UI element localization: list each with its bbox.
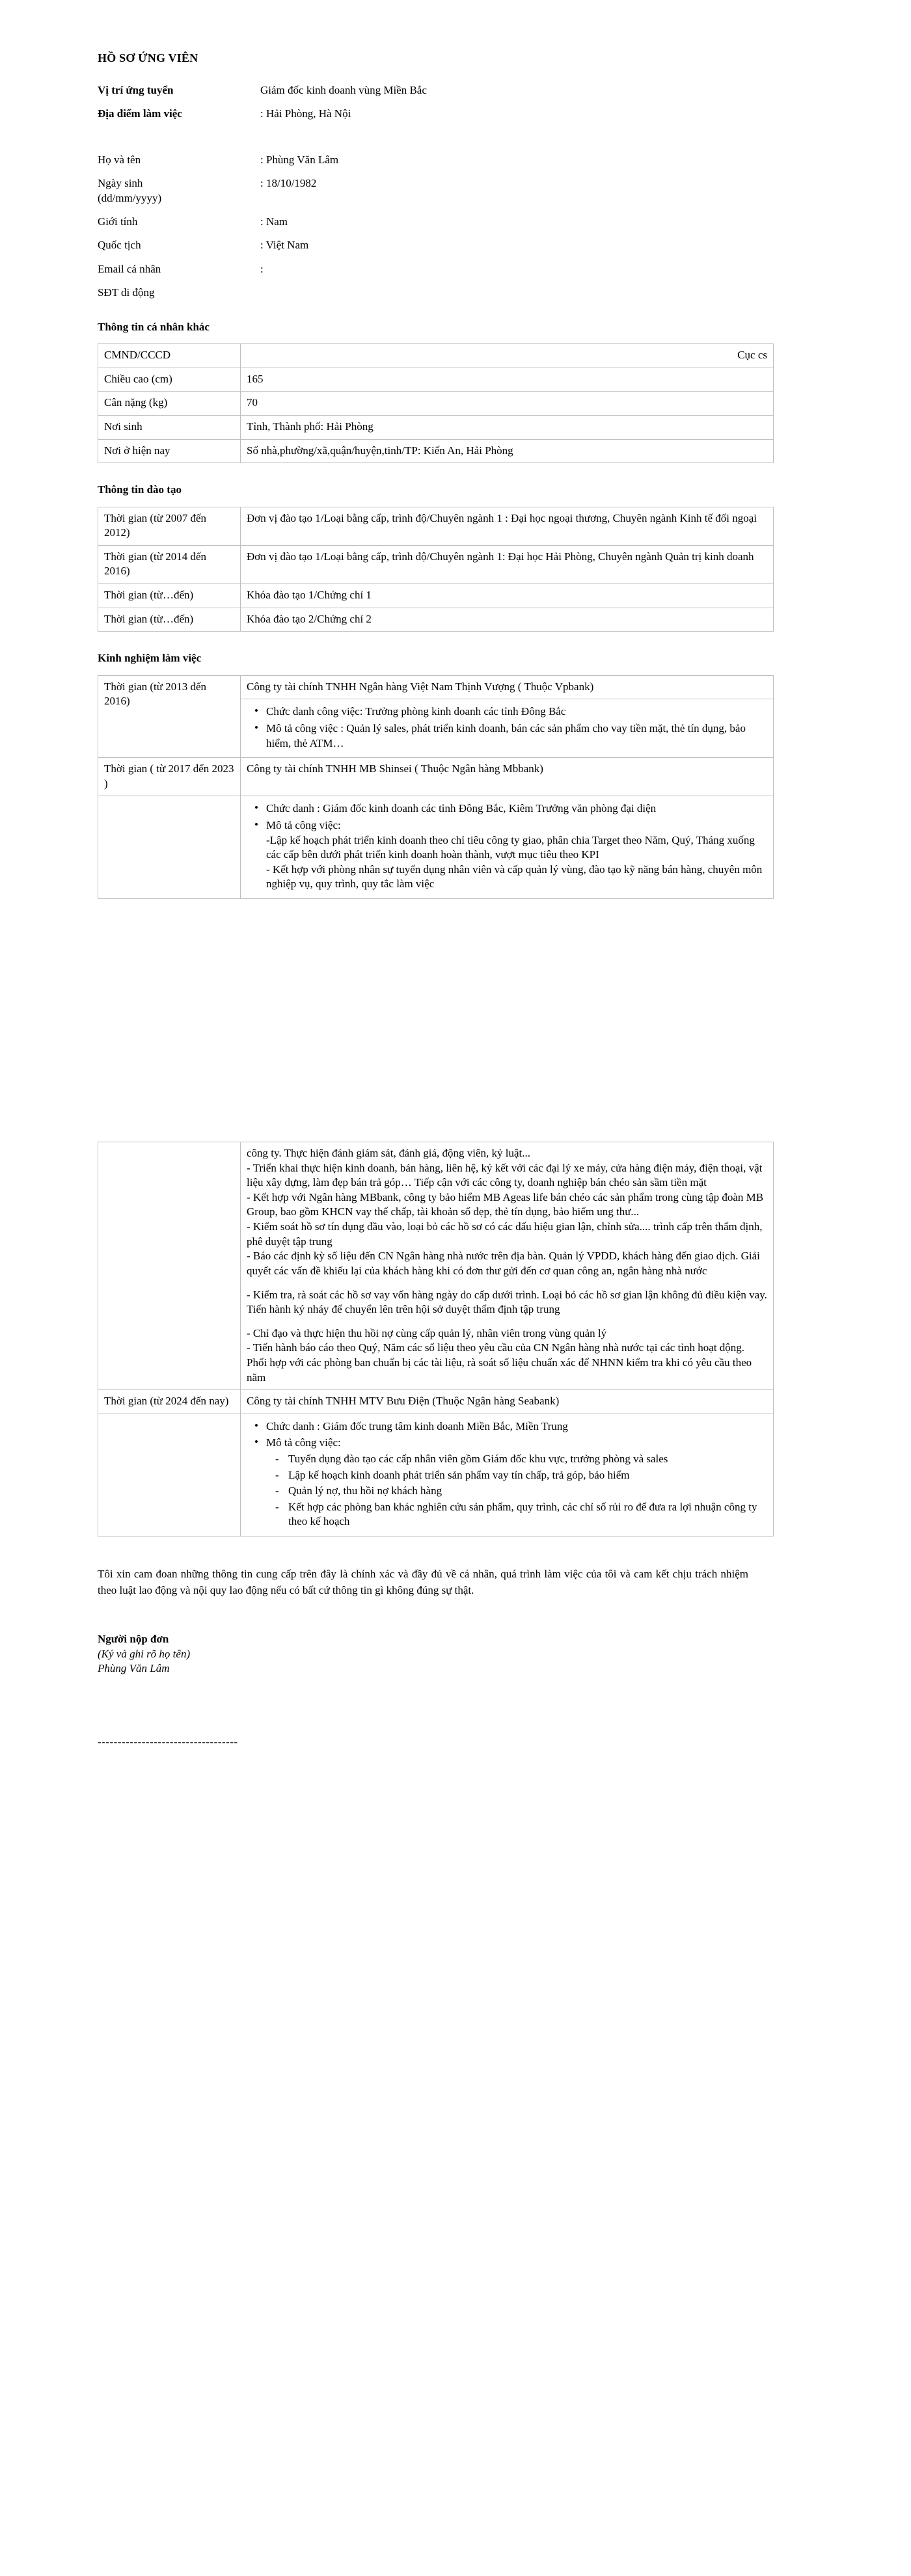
dob-label-main: Ngày sinh xyxy=(98,177,143,190)
education-value-3: Khóa đào tạo 2/Chứng chỉ 2 xyxy=(241,608,774,632)
position-label: Vị trí ứng tuyển xyxy=(98,83,174,96)
continuation-line: công ty. Thực hiện đánh giám sát, đánh giá, động viên, kỷ luật... xyxy=(247,1147,531,1160)
other-info-label-1: Chiều cao (cm) xyxy=(98,368,241,392)
education-time-3: Thời gian (từ…đến) xyxy=(98,608,241,632)
other-info-label-2: Cân nặng (kg) xyxy=(98,392,241,416)
experience-continuation-1 xyxy=(241,1142,774,1390)
section-heading-other-info: Thông tin cá nhân khác xyxy=(98,320,210,333)
field-row-fullname xyxy=(98,153,813,167)
email-value: : xyxy=(260,262,264,275)
experience-details-2 xyxy=(241,1414,774,1536)
field-row-dob xyxy=(98,176,813,206)
other-info-table xyxy=(98,343,774,463)
spacer xyxy=(247,1279,767,1288)
list-item: - Tuyển dụng đào tạo các cấp nhân viên gồm Giám đốc khu vực, trưởng phòng và sales xyxy=(288,1452,767,1467)
education-value-0: Đơn vị đào tạo 1/Loại bằng cấp, trình độ/Chuyên ngành 1 : Đại học ngoại thương, Chuyên ngành Kinh tế đối ngoại xyxy=(241,507,774,545)
other-info-label-4: Nơi ở hiện nay xyxy=(98,439,241,463)
table-row xyxy=(98,584,774,608)
other-info-value-0 xyxy=(241,344,774,368)
education-time-1: Thời gian (từ 2014 đến 2016) xyxy=(98,545,241,584)
spacer xyxy=(247,1317,767,1326)
table-row xyxy=(98,439,774,463)
continuation-line: - Báo các định kỳ số liệu đến CN Ngân hàng nhà nước trên địa bàn. Quản lý VPDD, khách hàng đến giao dịch. Giải quyết các vấn đề khiếu lại của khách hàng khi có đơn thư gửi đến cơ quan công an, ngân hàng nhà nước xyxy=(247,1250,763,1277)
experience-time-1: Thời gian ( từ 2017 đến 2023 ) xyxy=(98,758,241,796)
spacer xyxy=(98,131,813,153)
list-item: • Mô tả công việc : Quản lý sales, phát triển kinh doanh, bán các sản phẩm cho vay tiền mặt, thẻ tín dụng, bảo hiểm, thẻ ATM… xyxy=(266,721,767,751)
other-info-value-3: Tỉnh, Thành phố: Hải Phòng xyxy=(241,415,774,439)
table-row xyxy=(98,545,774,584)
continuation-line: - Chỉ đạo và thực hiện thu hồi nợ cùng cấp quản lý, nhân viên trong vùng quản lý xyxy=(247,1326,607,1339)
education-value-2: Khóa đào tạo 1/Chứng chỉ 1 xyxy=(241,584,774,608)
list-item-label: Mô tả công việc: xyxy=(266,818,341,831)
field-row-gender xyxy=(98,215,813,229)
gender-label: Giới tính xyxy=(98,215,138,228)
experience-sub-list-2 xyxy=(266,1452,767,1529)
signature-block xyxy=(98,1632,813,1676)
continuation-line: - Tiến hành báo cáo theo Quý, Năm các số liệu theo yêu cầu của CN Ngân hàng nhà nước tại các tỉnh hoạt động. Phối hợp với các phòng ban chuẩn bị các tài liệu, rà soát số liệu chuẩn xác để NHNN kiểm tra khi có yêu cầu theo năm xyxy=(247,1341,755,1384)
experience-company-1: Công ty tài chính TNHH MB Shinsei ( Thuộc Ngân hàng Mbbank) xyxy=(241,758,774,796)
page-break-spacer-right xyxy=(241,899,774,1142)
table-row xyxy=(98,796,774,899)
fullname-value: : Phùng Văn Lâm xyxy=(260,153,339,166)
education-value-1: Đơn vị đào tạo 1/Loại bằng cấp, trình độ/Chuyên ngành 1: Đại học Hải Phòng, Chuyên ngành Quản trị kinh doanh xyxy=(241,545,774,584)
table-row-pagebreak xyxy=(98,899,774,1142)
list-item: - Kết hợp các phòng ban khác nghiên cứu sản phẩm, quy trình, các chỉ số rủi ro để đưa ra lợi nhuận công ty theo kế hoạch xyxy=(288,1500,767,1529)
section-heading-experience: Kinh nghiệm làm việc xyxy=(98,652,202,665)
education-table-body xyxy=(98,507,774,632)
nationality-value: : Việt Nam xyxy=(260,239,309,252)
continuation-line: - Triển khai thực hiện kinh doanh, bán hàng, liên hệ, ký kết với các đại lý xe máy, cửa hàng điện máy, điện thoại, vật liệu xây dựng, làm đẹp bán trả góp… Tiếp cận với các công ty, doanh nghiệp bán chéo sản sầm tiền mặt xyxy=(247,1161,765,1189)
dob-value: : 18/10/1982 xyxy=(260,177,317,190)
experience-details-0 xyxy=(241,699,774,758)
signer-title: Người nộp đơn xyxy=(98,1633,169,1646)
field-row-phone xyxy=(98,286,813,300)
table-row xyxy=(98,608,774,632)
other-info-table-body xyxy=(98,344,774,463)
other-info-label-0: CMND/CCCD xyxy=(98,344,241,368)
footer-divider: ----------------------------------- xyxy=(98,1735,238,1748)
table-row xyxy=(98,758,774,796)
other-info-value-2: 70 xyxy=(241,392,774,416)
issuing-authority: Cục cs xyxy=(737,349,767,362)
page-title: HỒ SƠ ỨNG VIÊN xyxy=(98,51,198,64)
education-time-0: Thời gian (từ 2007 đến 2012) xyxy=(98,507,241,545)
signer-note: (Ký và ghi rõ họ tên) xyxy=(98,1647,191,1660)
field-row-nationality xyxy=(98,238,813,252)
list-item xyxy=(266,818,767,892)
experience-details-1 xyxy=(241,796,774,899)
position-value: Giám đốc kinh doanh vùng Miền Bắc xyxy=(260,83,427,96)
experience-table-body xyxy=(98,675,774,1536)
experience-bullet-list-1 xyxy=(247,801,767,892)
continuation-line: - Kiểm soát hồ sơ tín dụng đầu vào, loại bỏ các hồ sơ có các dấu hiệu gian lận, chỉnh sửa.... trình cấp trên thẩm định, phê duyệt tập trung xyxy=(247,1220,765,1248)
gender-value: : Nam xyxy=(260,215,288,228)
email-label: Email cá nhân xyxy=(98,262,161,275)
field-row-workplace xyxy=(98,107,813,121)
page-break-spacer-left xyxy=(98,899,241,1142)
nationality-label: Quốc tịch xyxy=(98,239,141,252)
field-row-position xyxy=(98,83,813,98)
other-info-label-3: Nơi sinh xyxy=(98,415,241,439)
other-info-value-1: 165 xyxy=(241,368,774,392)
other-info-value-4: Số nhà,phường/xã,quận/huyện,tinh/TP: Kiến An, Hải Phòng xyxy=(241,439,774,463)
experience-time-1-spacer xyxy=(98,796,241,899)
table-row xyxy=(98,344,774,368)
experience-time-1-cont xyxy=(98,1142,241,1390)
experience-company-2: Công ty tài chính TNHH MTV Bưu Điện (Thuộc Ngân hàng Seabank) xyxy=(241,1390,774,1414)
phone-label: SĐT di động xyxy=(98,286,155,299)
dob-label-format: (dd/mm/yyyy) xyxy=(98,191,162,204)
experience-bullet-list-0 xyxy=(247,704,767,751)
experience-detail-line: - Kết hợp với phòng nhân sự tuyển dụng nhân viên và cấp quản lý vùng, đào tạo kỹ năng bán hàng, chuyên môn nghiệp vụ, quy trình, quy tắc làm việc xyxy=(266,863,765,891)
field-row-email xyxy=(98,262,813,276)
fullname-label: Họ và tên xyxy=(98,153,141,166)
experience-bullet-list-2 xyxy=(247,1419,767,1529)
education-time-2: Thời gian (từ…đến) xyxy=(98,584,241,608)
continuation-line: - Kiểm tra, rà soát các hồ sơ vay vốn hàng ngày do cấp dưới trình. Loại bỏ các hồ sơ gian lận không đủ điều kiện vay. Tiến hành ký nháy để chuyển lên trên hội sở duyệt thẩm định tập trung xyxy=(247,1288,770,1316)
closing-statement: Tôi xin cam đoan những thông tin cung cấp trên đây là chính xác và đầy đủ về cá nhân, quá trình làm việc của tôi và cam kết chịu trách nhiệm theo luật lao động và nội quy lao động nếu có bất cứ thông tin gì không đúng sự thật. xyxy=(98,1568,748,1596)
table-row xyxy=(98,1390,774,1414)
list-item: - Lập kế hoạch kinh doanh phát triển sản phẩm vay tín chấp, trả góp, bảo hiểm xyxy=(288,1468,767,1483)
continuation-line: - Kết hợp với Ngân hàng MBbank, công ty bảo hiểm MB Ageas life bán chéo các sản phẩm trong cùng tập đoàn MB Group, bao gồm KHCN vay thế chấp, tài khoản số đẹp, thẻ tín dụng, bảo hiểm ung thư... xyxy=(247,1190,767,1218)
list-item: • Chức danh công việc: Trưởng phòng kinh doanh các tỉnh Đông Bắc xyxy=(266,704,767,719)
section-heading-education: Thông tin đào tạo xyxy=(98,483,182,496)
list-item: - Quản lý nợ, thu hồi nợ khách hàng xyxy=(288,1484,767,1499)
table-row xyxy=(98,1142,774,1390)
table-row xyxy=(98,392,774,416)
dob-label xyxy=(98,176,260,206)
list-item: • Chức danh : Giám đốc trung tâm kinh doanh Miền Bắc, Miền Trung xyxy=(266,1419,767,1434)
table-row xyxy=(98,1414,774,1536)
experience-detail-line: -Lập kế hoạch phát triển kinh doanh theo chỉ tiêu công ty giao, phân chia Target theo Năm, Quý, Tháng xuống các cấp bên dưới phát triển kinh doanh hoàn thành, vượt mục tiêu theo KPI xyxy=(266,833,758,861)
list-item-label: Mô tả công việc: xyxy=(266,1436,341,1449)
list-item xyxy=(266,1436,767,1529)
experience-time-2: Thời gian (từ 2024 đến nay) xyxy=(98,1390,241,1414)
experience-company-0: Công ty tài chính TNHH Ngân hàng Việt Nam Thịnh Vượng ( Thuộc Vpbank) xyxy=(241,675,774,699)
table-row xyxy=(98,507,774,545)
table-row xyxy=(98,675,774,699)
table-row xyxy=(98,415,774,439)
experience-table xyxy=(98,675,774,1536)
education-table xyxy=(98,507,774,632)
experience-time-0: Thời gian (từ 2013 đến 2016) xyxy=(98,675,241,757)
list-item: • Chức danh : Giám đốc kinh doanh các tỉnh Đông Bắc, Kiêm Trưởng văn phòng đại diện xyxy=(266,801,767,816)
signer-name: Phùng Văn Lâm xyxy=(98,1662,170,1675)
experience-time-2-spacer xyxy=(98,1414,241,1536)
workplace-label: Địa điểm làm việc xyxy=(98,107,182,120)
workplace-value: : Hải Phòng, Hà Nội xyxy=(260,107,351,120)
table-row xyxy=(98,368,774,392)
